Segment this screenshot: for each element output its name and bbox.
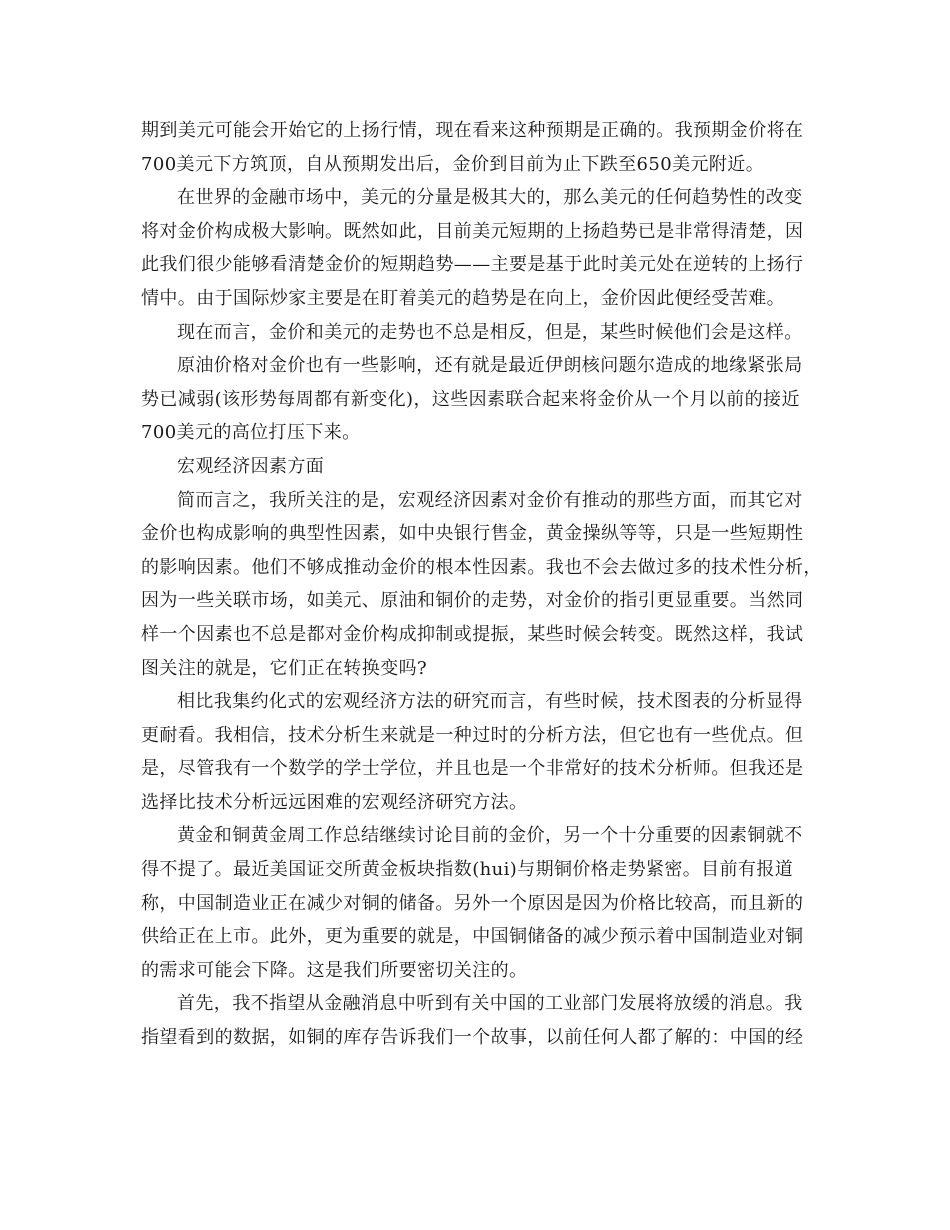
text-line: 的需求可能会下降。这是我们所要密切关注的。 (141, 959, 528, 981)
text-line: 期到美元可能会开始它的上扬行情，现在看来这种预期是正确的。我预期金价将在 (141, 120, 804, 141)
text-line: 指望看到的数据，如铜的库存告诉我们一个故事，以前任何人都了解的：中国的经 (141, 1027, 804, 1049)
text-line: 是，尽管我有一个数学的学士学位，并且也是一个非常好的技术分析师。但我还是 (141, 758, 804, 780)
text-line: 更耐看。我相信，技术分析生来就是一种过时的分析方法，但它也有一些优点。但 (141, 724, 804, 746)
text-line: 此我们很少能够看清楚金价的短期趋势——主要是基于此时美元处在逆转的上扬行 (141, 254, 804, 276)
text-line: 样一个因素也不总是都对金价构成抑制或提振，某些时候会转变。既然这样，我试 (141, 623, 804, 645)
text-line: 选择比技术分析远远困难的宏观经济研究方法。 (141, 791, 528, 813)
text-line: 现在而言，金价和美元的走势也不总是相反，但是，某些时候他们会是这样。 (177, 321, 803, 343)
text-line: 称，中国制造业正在减少对铜的储备。另外一个原因是因为价格比较高，而且新的 (141, 892, 804, 914)
text-line: 700美元下方筑顶，自从预期发出后，金价到目前为止下跌至650美元附近。 (141, 153, 765, 175)
text-line: 在世界的金融市场中，美元的分量是极其大的，那么美元的任何趋势性的改变 (177, 187, 803, 209)
text-line: 原油价格对金价也有一些影响，还有就是最近伊朗核问题尔造成的地缘紧张局 (177, 355, 803, 377)
text-line: 简而言之，我所关注的是，宏观经济因素对金价有推动的那些方面，而其它对 (177, 489, 803, 511)
text-line: 得不提了。最近美国证交所黄金板块指数(hui)与期铜价格走势紧密。目前有报道 (141, 859, 794, 881)
text-line: 势已减弱(该形势每周都有新变化)，这些因素联合起来将金价从一个月以前的接近 (141, 388, 800, 410)
text-line: 将对金价构成极大影响。既然如此，目前美元短期的上扬趋势已是非常得清楚，因 (141, 220, 804, 242)
text-line: 首先，我不指望从金融消息中听到有关中国的工业部门发展将放缓的消息。我 (177, 993, 803, 1015)
text-line: 因为一些关联市场，如美元、原油和铜价的走势，对金价的指引更显重要。当然同 (141, 590, 804, 612)
text-line: 的影响因素。他们不够成推动金价的根本性因素。我也不会去做过多的技术性分析， (141, 556, 822, 578)
text-line: 情中。由于国际炒家主要是在盯着美元的趋势是在向上，金价因此便经受苦难。 (141, 287, 785, 309)
text-line: 金价也构成影响的典型性因素，如中央银行售金，黄金操纵等等，只是一些短期性 (141, 523, 804, 545)
text-line: 供给正在上市。此外，更为重要的就是，中国铜储备的减少预示着中国制造业对铜 (141, 926, 804, 948)
text-line: 宏观经济因素方面 (177, 455, 325, 477)
text-line: 黄金和铜黄金周工作总结继续讨论目前的金价，另一个十分重要的因素铜就不 (177, 825, 803, 847)
text-line: 图关注的就是，它们正在转换变吗? (141, 657, 428, 679)
text-line: 700美元的高位打压下来。 (141, 422, 361, 444)
body-text (141, 114, 821, 1055)
text-line: 相比我集约化式的宏观经济方法的研究而言，有些时候，技术图表的分析显得 (177, 691, 803, 713)
